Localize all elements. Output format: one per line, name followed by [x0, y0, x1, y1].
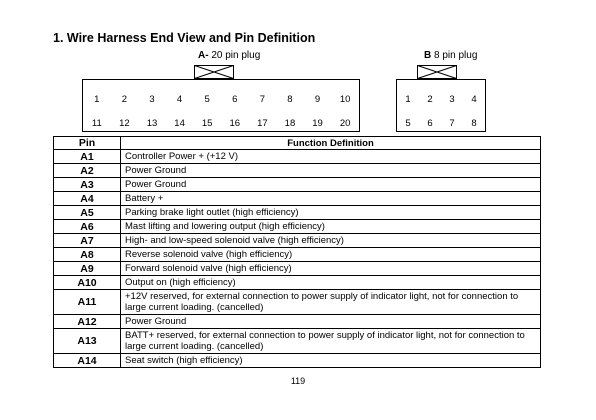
- table-row: [54, 164, 541, 178]
- pin-label: 5: [204, 94, 210, 105]
- pin-function: Reverse solenoid valve (high efficiency): [121, 248, 541, 262]
- page-number: 119: [290, 376, 306, 386]
- pin-label: 1: [94, 94, 100, 105]
- table-row: [54, 178, 541, 192]
- plug-b-prefix: B: [424, 50, 432, 61]
- pin-id: A1: [54, 150, 121, 164]
- pin-label: 6: [232, 94, 238, 105]
- plug-b-latch-icon: [417, 65, 457, 79]
- pin-id: A4: [54, 192, 121, 206]
- pin-function: Seat switch (high efficiency): [121, 354, 541, 368]
- pin-id: A8: [54, 248, 121, 262]
- table-row: [54, 192, 541, 206]
- pin-function: High- and low-speed solenoid valve (high efficiency): [121, 234, 541, 248]
- pin-label: 15: [201, 118, 213, 129]
- pin-label: 9: [314, 94, 321, 105]
- pin-function: BATT+ reserved, for external connection to power supply of indicator light, not for connection to large current loading. (cancelled): [121, 329, 541, 354]
- table-row: [54, 315, 541, 329]
- pin-label: 18: [284, 118, 296, 129]
- pin-function: Mast lifting and lowering output (high efficiency): [121, 220, 541, 234]
- pin-id: A11: [54, 290, 121, 315]
- pin-definition-table: [53, 136, 541, 368]
- table-row: [54, 290, 541, 315]
- pin-function: Parking brake light outlet (high efficiency): [121, 206, 541, 220]
- table-row: [54, 206, 541, 220]
- pin-label: 2: [427, 94, 433, 105]
- pin-label: 12: [119, 118, 130, 129]
- plug-a-top-pins: [83, 93, 359, 107]
- pin-function: Power Ground: [121, 315, 541, 329]
- plug-a-name: 20 pin plug: [211, 50, 261, 61]
- pin-label: 8: [287, 94, 293, 105]
- plug-b-connector: [396, 79, 486, 132]
- table-row: [54, 276, 541, 290]
- pin-label: 13: [146, 118, 158, 129]
- table-row: [54, 150, 541, 164]
- pin-label: 10: [339, 94, 351, 105]
- pin-function: +12V reserved, for external connection to power supply of indicator light, not for connection to large current loading. (cancelled): [121, 290, 541, 315]
- table-row: [54, 262, 541, 276]
- pin-label: 1: [405, 94, 411, 105]
- pin-id: A10: [54, 276, 121, 290]
- table-row: [54, 248, 541, 262]
- pin-label: 14: [174, 118, 185, 129]
- table-row: [54, 329, 541, 354]
- plug-a-prefix: A-: [198, 50, 209, 61]
- table-row: [54, 234, 541, 248]
- pin-id: A12: [54, 315, 121, 329]
- pin-id: A7: [54, 234, 121, 248]
- section-heading: 1. Wire Harness End View and Pin Definition: [53, 31, 316, 45]
- pin-label: 7: [259, 94, 265, 105]
- table-header-row: [54, 137, 541, 150]
- pin-id: A6: [54, 220, 121, 234]
- pin-label: 8: [471, 118, 477, 129]
- pin-function: Forward solenoid valve (high efficiency): [121, 262, 541, 276]
- pin-id: A13: [54, 329, 121, 354]
- pin-function: Power Ground: [121, 164, 541, 178]
- plug-a-connector: [82, 79, 360, 132]
- plug-b-name: 8 pin plug: [434, 50, 478, 61]
- pin-label: 3: [149, 94, 155, 105]
- pin-id: A5: [54, 206, 121, 220]
- function-column-header: Function Definition: [121, 137, 541, 150]
- pin-label: 7: [449, 118, 455, 129]
- pin-label: 2: [121, 94, 128, 105]
- pin-column-header: Pin: [54, 137, 121, 150]
- pin-label: 19: [312, 118, 323, 129]
- pin-label: 4: [471, 94, 477, 105]
- pin-function: Power Ground: [121, 178, 541, 192]
- pin-label: 6: [427, 118, 433, 129]
- plug-b-top-pins: [397, 93, 485, 107]
- pin-id: A2: [54, 164, 121, 178]
- pin-label: 5: [405, 118, 411, 129]
- table-row: [54, 220, 541, 234]
- pin-function: Output on (high efficiency): [121, 276, 541, 290]
- pin-label: 4: [176, 94, 183, 105]
- pin-label: 17: [257, 118, 268, 129]
- pin-id: A9: [54, 262, 121, 276]
- plug-b-label: [424, 50, 477, 61]
- plug-b-bottom-pins: [397, 117, 485, 131]
- pin-function: Controller Power + (+12 V): [121, 150, 541, 164]
- plug-a-latch-icon: [194, 65, 234, 79]
- pin-label: 16: [229, 118, 241, 129]
- table-row: [54, 354, 541, 368]
- plug-a-label: [198, 50, 260, 61]
- pin-label: 11: [91, 118, 102, 129]
- plug-a-bottom-pins: [83, 117, 359, 131]
- pin-id: A3: [54, 178, 121, 192]
- pin-label: 3: [449, 94, 455, 105]
- pin-label: 20: [339, 118, 351, 129]
- pin-function: Battery +: [121, 192, 541, 206]
- pin-id: A14: [54, 354, 121, 368]
